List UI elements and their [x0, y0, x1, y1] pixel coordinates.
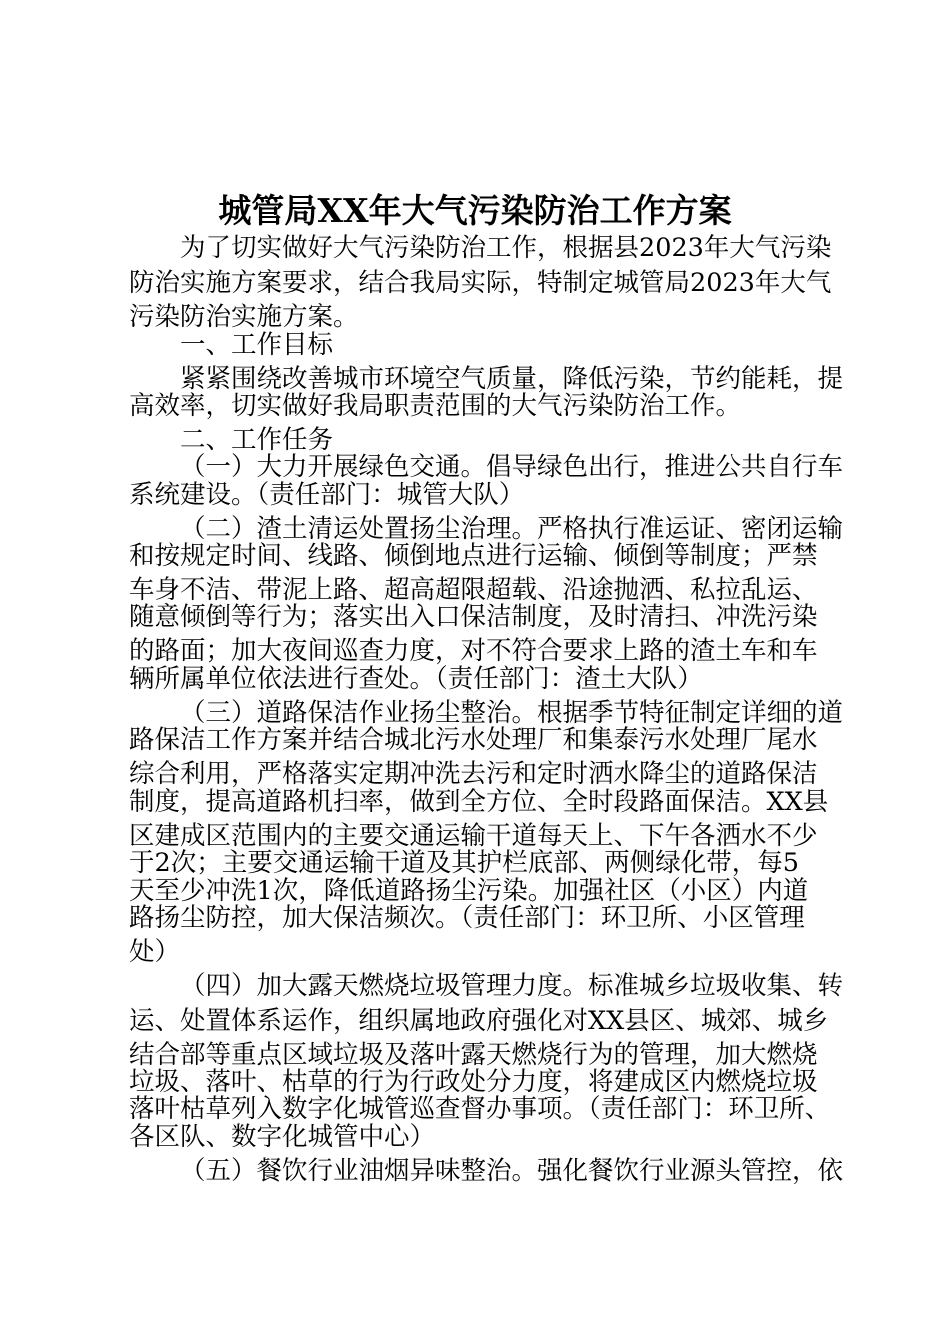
text-line: 制度，提高道路机扫率，做到全方位、全时段路面保洁。XX县 — [129, 787, 829, 817]
text-line: 各区队、数字化城管中心） — [129, 1122, 436, 1152]
text-line: 高效率，切实做好我局职责范围的大气污染防治工作。 — [129, 391, 742, 421]
text-line: 路扬尘防控，加大保洁频次。（责任部门：环卫所、小区管理 — [129, 903, 805, 933]
text-line: 落叶枯草列入数字化城管巡查督办事项。（责任部门：环卫所、 — [129, 1094, 831, 1124]
document-title: 城管局XX年大气污染防治工作方案 — [218, 191, 732, 230]
text-line: （一）大力开展绿色交通。倡导绿色出行，推进公共自行车 — [180, 452, 844, 482]
text-line: 运、处置体系运作，组织属地政府强化对XX县区、城郊、城乡 — [129, 1006, 829, 1036]
text-line: 区建成区范围内的主要交通运输干道每天上、下午各洒水不少 — [129, 821, 818, 851]
text-line: 综合利用，严格落实定期冲洗去污和定时洒水降尘的道路保洁 — [129, 759, 818, 789]
text-line: 路保洁工作方案并结合城北污水处理厂和集泰污水处理厂尾水 — [129, 725, 818, 755]
text-line: （三）道路保洁作业扬尘整治。根据季节特征制定详细的道 — [180, 698, 844, 728]
text-line: 的路面；加大夜间巡查力度，对不符合要求上路的渣土车和车 — [129, 636, 818, 666]
text-line: 于2次；主要交通运输干道及其护栏底部、两侧绿化带，每5 — [129, 848, 799, 878]
text-line: 污染防治实施方案。 — [129, 302, 359, 332]
section-heading: 二、工作任务 — [180, 425, 334, 455]
text-line: 紧紧围绕改善城市环境空气质量，降低污染，节约能耗，提 — [180, 364, 844, 394]
text-line: 为了切实做好大气污染防治工作，根据县2023年大气污染 — [180, 233, 832, 263]
text-line: 防治实施方案要求，结合我局实际，特制定城管局2023年大气 — [129, 268, 832, 298]
text-line: 辆所属单位依法进行查处。（责任部门：渣土大队） — [129, 664, 703, 694]
text-line: （五）餐饮行业油烟异味整治。强化餐饮行业源头管控，依 — [180, 1156, 844, 1186]
section-heading: 一、工作目标 — [180, 330, 334, 360]
text-line: 随意倾倒等行为；落实出入口保洁制度，及时清扫、冲洗污染 — [129, 602, 818, 632]
text-line: 系统建设。（责任部门：城管大队） — [129, 480, 525, 510]
text-line: 结合部等重点区域垃圾及落叶露天燃烧行为的管理，加大燃烧 — [129, 1040, 818, 1070]
text-line: （四）加大露天燃烧垃圾管理力度。标准城乡垃圾收集、转 — [180, 971, 844, 1001]
text-line: 和按规定时间、线路、倾倒地点进行运输、倾倒等制度；严禁 — [129, 541, 818, 571]
text-line: 车身不洁、带泥上路、超高超限超载、沿途抛洒、私拉乱运、 — [129, 575, 818, 605]
text-line: 处） — [129, 937, 181, 967]
text-line: 垃圾、落叶、枯草的行为行政处分力度，将建成区内燃烧垃圾 — [129, 1067, 818, 1097]
text-line: （二）渣土清运处置扬尘治理。严格执行准运证、密闭运输 — [180, 514, 844, 544]
text-line: 天至少冲洗1次，降低道路扬尘污染。加强社区（小区）内道 — [129, 876, 809, 906]
